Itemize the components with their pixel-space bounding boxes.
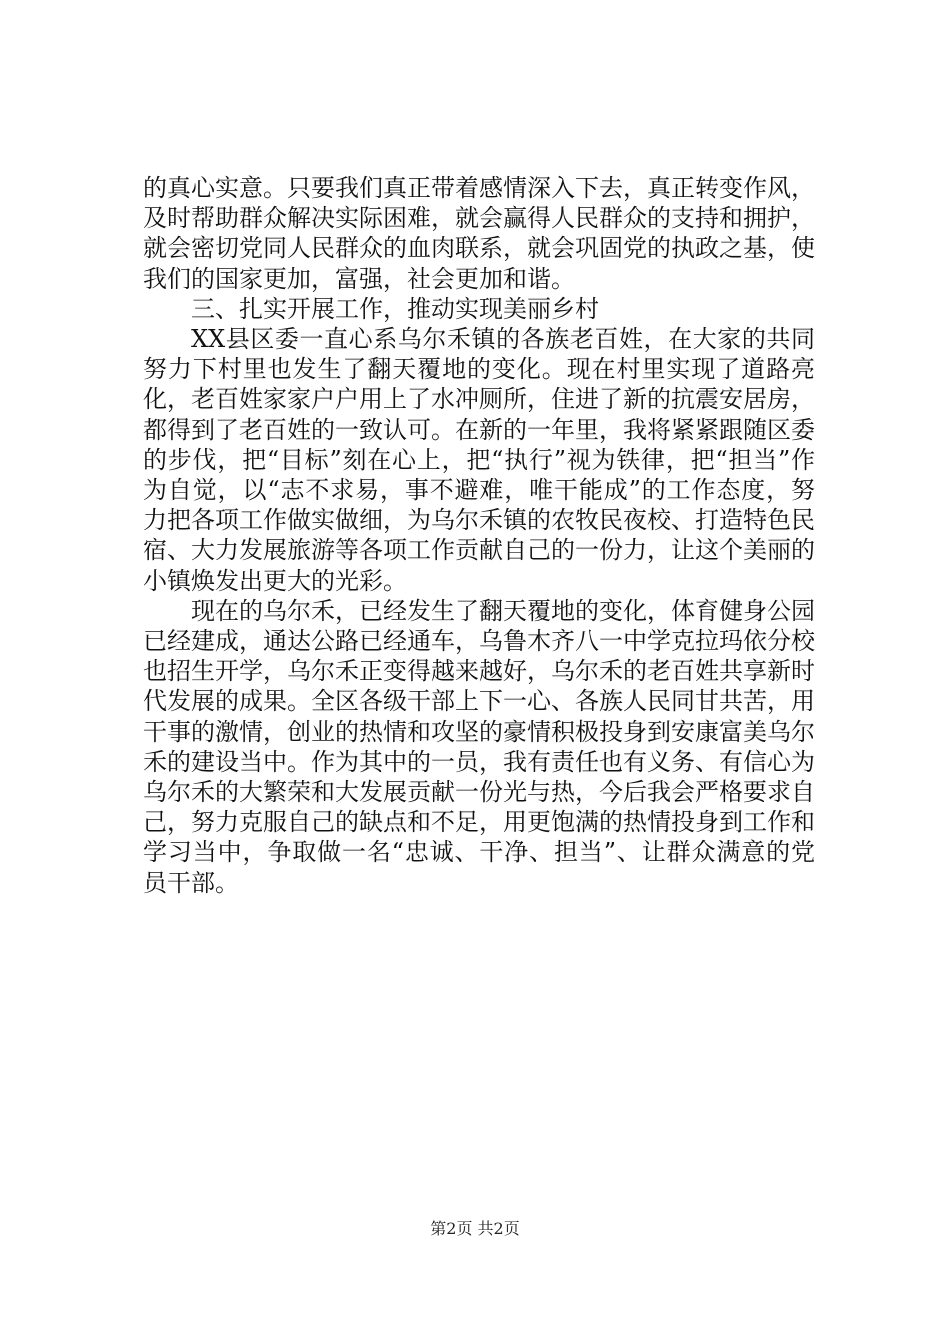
page-footer [0, 1216, 950, 1239]
paragraph-wuerhe-today: 现在的乌尔禾，已经发生了翻天覆地的变化，体育健身公园已经建成，通达公路已经通车，乌鲁木齐八一中学克拉玛依分校也招生开学，乌尔禾正变得越来越好，乌尔禾的老百姓共享新时代发展的成果。全区各级干部上下一心、各族人民同甘共苦，用干事的激情，创业的热情和攻坚的豪情积极投身到安康富美乌尔禾的建设当中。作为其中的一员，我有责任也有义务、有信心为乌尔禾的大繁荣和大发展贡献一份光与热，今后我会严格要求自己，努力克服自己的缺点和不足，用更饱满的热情投身到工作和学习当中，争取做一名“忠诚、干净、担当”、让群众满意的党员干部。 [143, 596, 815, 897]
paragraph-continuation: 的真心实意。只要我们真正带着感情深入下去，真正转变作风，及时帮助群众解决实际困难，就会赢得人民群众的支持和拥护，就会密切党同人民群众的血肉联系，就会巩固党的执政之基，使我们的国家更加，富强，社会更加和谐。 [143, 174, 815, 293]
document-body [143, 173, 815, 898]
paragraph-village-work: XX县区委一直心系乌尔禾镇的各族老百姓，在大家的共同努力下村里也发生了翻天覆地的变化。现在村里实现了道路亮化，老百姓家家户户用上了水冲厕所，住进了新的抗震安居房，都得到了老百姓的一致认可。在新的一年里，我将紧紧跟随区委的步伐，把“目标”刻在心上，把“执行”视为铁律，把“担当”作为自觉，以“志不求易，事不避难，唯干能成”的工作态度，努力把各项工作做实做细，为乌尔禾镇的农牧民夜校、打造特色民宿、大力发展旅游等各项工作贡献自己的一份力，让这个美丽的小镇焕发出更大的光彩。 [143, 325, 815, 595]
page-number-label: 第2页 共2页 [430, 1219, 520, 1238]
section-heading: 三、扎实开展工作，推动实现美丽乡村 [191, 294, 599, 323]
